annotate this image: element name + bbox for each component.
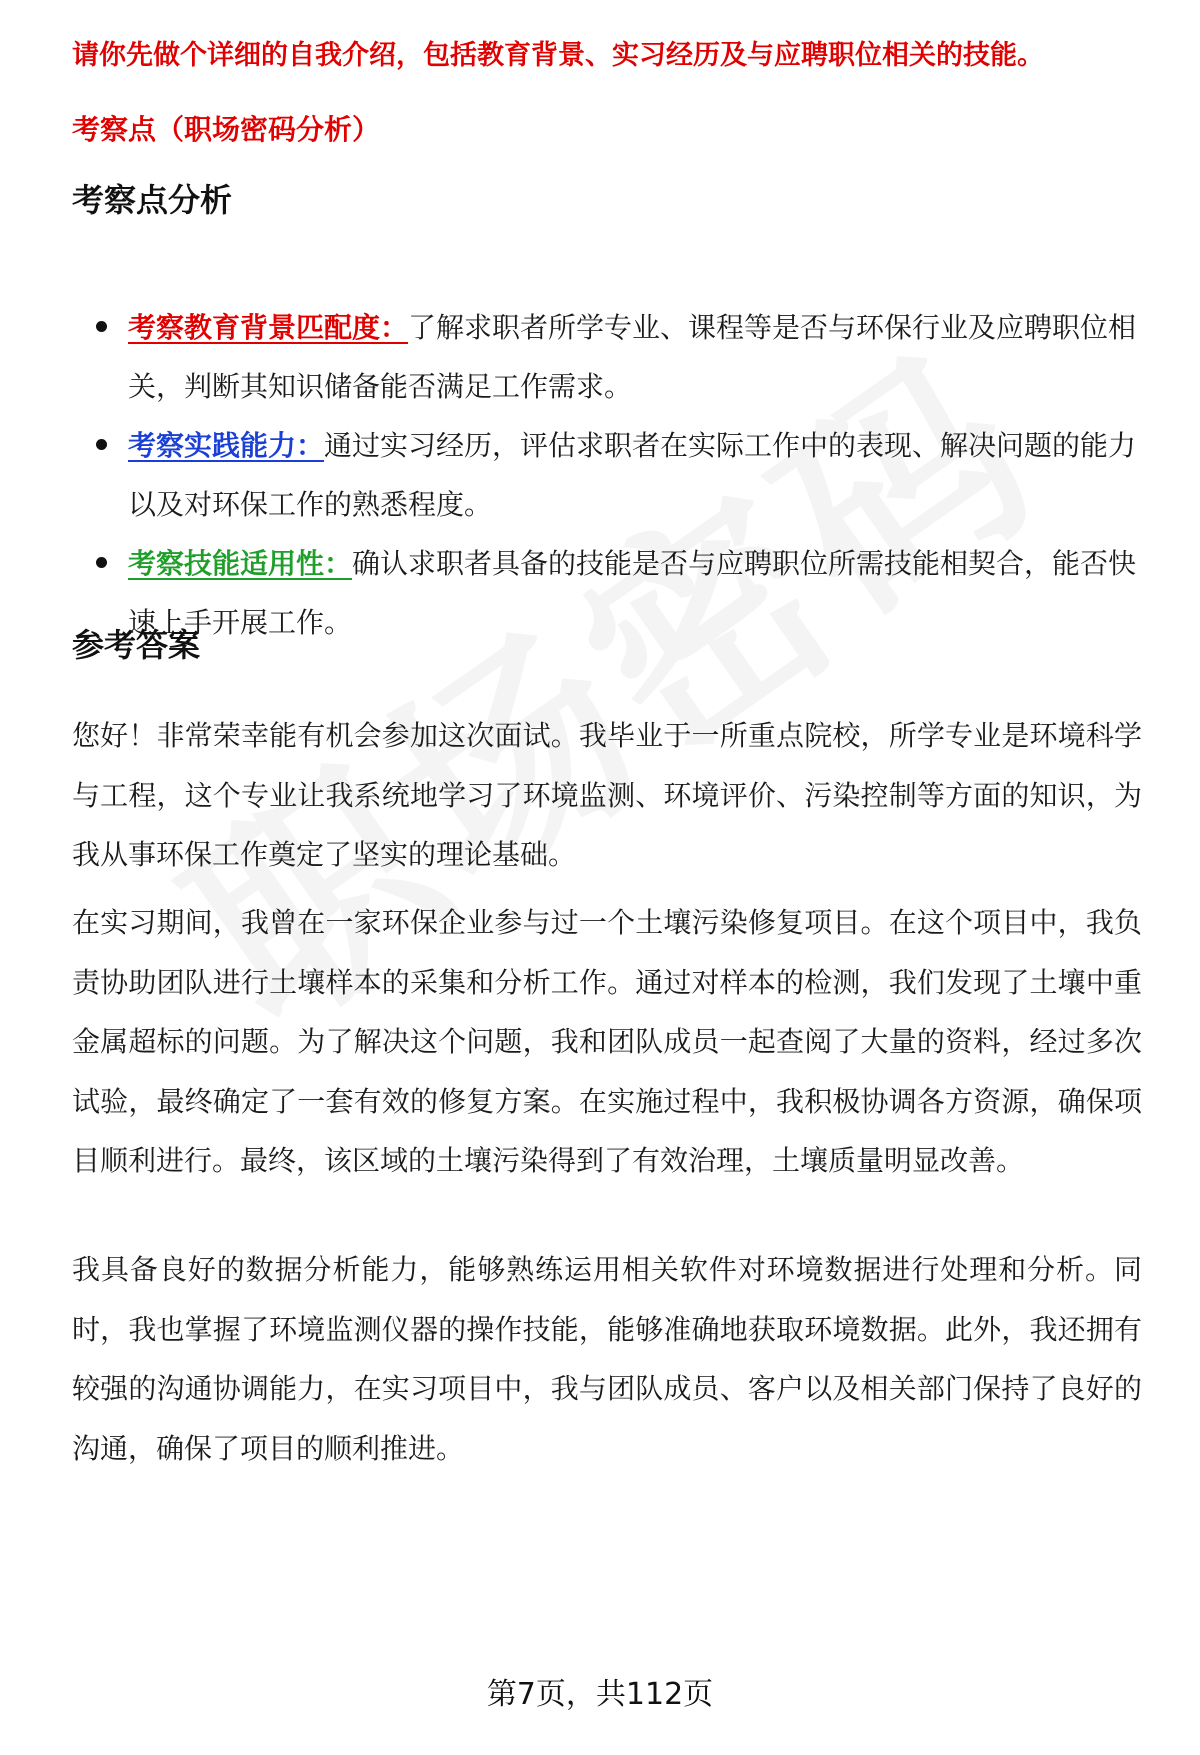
item-label: 考察技能适用性： bbox=[128, 547, 353, 580]
analysis-heading: 考察点分析 bbox=[72, 181, 233, 219]
item-text: 确认求职者具备的技能是否与应聘职位所需技能相契合，能否快速上手开展工作。 bbox=[128, 547, 1137, 639]
answer-paragraph: 我具备良好的数据分析能力，能够熟练运用相关软件对环境数据进行处理和分析。同时，我也掌握了环境监测仪器的操作技能，能够准确地获取环境数据。此外，我还拥有较强的沟通协调能力，在实习项目中，我与团队成员、客户以及相关部门保持了良好的沟通，确保了项目的顺利推进。 bbox=[72, 1253, 1142, 1465]
list-item bbox=[72, 416, 1142, 534]
item-text: 通过实习经历，评估求职者在实际工作中的表现、解决问题的能力以及对环保工作的熟悉程度。 bbox=[128, 429, 1137, 521]
page-number: 第7页，共112页 bbox=[486, 1677, 714, 1712]
list-item bbox=[72, 298, 1142, 416]
bullet-dot-icon bbox=[96, 439, 107, 450]
bullet-dot-icon bbox=[96, 321, 107, 332]
point-title: 考察点（职场密码分析） bbox=[72, 113, 381, 146]
analysis-list bbox=[72, 298, 1142, 652]
bullet-dot-icon bbox=[96, 557, 107, 568]
item-label: 考察教育背景匹配度： bbox=[128, 311, 409, 344]
question-text: 请你先做个详细的自我介绍，包括教育背景、实习经历及与应聘职位相关的技能。 bbox=[72, 40, 1044, 71]
answer-heading: 参考答案 bbox=[72, 626, 201, 664]
list-item bbox=[72, 534, 1142, 652]
answer-paragraph: 您好！非常荣幸能有机会参加这次面试。我毕业于一所重点院校，所学专业是环境科学与工程，这个专业让我系统地学习了环境监测、环境评价、污染控制等方面的知识，为我从事环保工作奠定了坚实的理论基础。 bbox=[72, 719, 1142, 871]
item-label: 考察实践能力： bbox=[128, 429, 325, 462]
item-text: 了解求职者所学专业、课程等是否与环保行业及应聘职位相关，判断其知识储备能否满足工作需求。 bbox=[128, 311, 1137, 403]
answer-paragraph: 在实习期间，我曾在一家环保企业参与过一个土壤污染修复项目。在这个项目中，我负责协助团队进行土壤样本的采集和分析工作。通过对样本的检测，我们发现了土壤中重金属超标的问题。为了解决这个问题，我和团队成员一起查阅了大量的资料，经过多次试验，最终确定了一套有效的修复方案。在实施过程中，我积极协调各方资源，确保项目顺利进行。最终，该区域的土壤污染得到了有效治理，土壤质量明显改善。 bbox=[72, 906, 1142, 1177]
